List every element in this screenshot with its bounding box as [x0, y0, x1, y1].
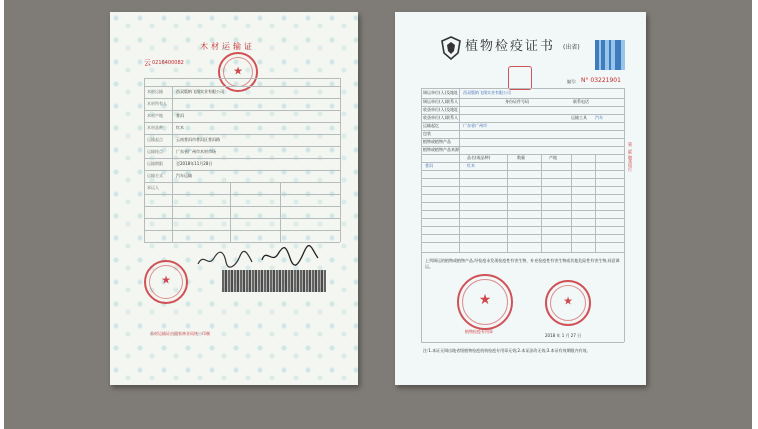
label-7: 运输起讫	[423, 123, 439, 128]
value-4: 广东省广州市木材市场	[176, 149, 216, 154]
serial-prefix: 云	[144, 59, 151, 67]
issue-date: 2018 年 1 月 27 日	[545, 333, 582, 338]
number-label: 编号:	[567, 79, 577, 84]
label-5: 收货单位(人)联系人	[423, 115, 459, 120]
label-6: 运输期限	[147, 161, 163, 166]
label-13: 植物或植物产品来源	[423, 147, 459, 152]
bottom-stamp: ★	[144, 260, 188, 304]
label-8: 承运人	[147, 185, 159, 190]
label-4: 运输起点	[147, 137, 163, 142]
label-0: 木材运输	[147, 89, 163, 94]
signature-2	[260, 244, 320, 268]
label-11: 数量	[517, 155, 525, 160]
label-8: 包装	[423, 131, 431, 136]
label-3: 木材品种	[147, 125, 163, 130]
qr-code	[595, 40, 625, 70]
label-0: 调运单位(人)及地址	[423, 90, 459, 95]
quarantine-seal: ★	[457, 274, 513, 330]
label-9: 植物或植物产品	[423, 139, 451, 144]
label-2: 木材产地	[147, 113, 163, 118]
small-stamp	[508, 66, 532, 90]
value-4: 红木	[467, 163, 475, 168]
serial-number: 0216400082	[152, 60, 184, 66]
label-7: 运输方式	[147, 173, 163, 178]
top-stamp: ★	[218, 52, 258, 92]
footnote: 注:1.本证无调出地省级植物检疫机构检疫专用章无效;2.本证涂改无效;3.本证有效期限内有效。	[423, 348, 591, 353]
certificate-title: 木材运输证	[200, 42, 255, 51]
barcode-strip	[222, 270, 326, 292]
value-1: 广东省广州市	[463, 123, 487, 128]
emblem-icon	[441, 36, 461, 60]
certificate-number: N° 03221901	[581, 77, 621, 84]
value-0: 西双版纳飞翔实业有限公司	[176, 89, 224, 94]
certificate-subtitle: (出省)	[563, 44, 580, 51]
label-3: 联系电话	[573, 99, 589, 104]
label-2: 身份证件号码	[505, 99, 529, 104]
certificate-title: 植物检疫证书	[465, 39, 556, 54]
value-3: 云南普洱市普洱区普洱路	[176, 137, 220, 142]
footer-text: 木材运输证由国家林业局统一印制	[150, 331, 210, 336]
issuer-seal: ★	[545, 280, 591, 326]
timber-transport-certificate	[110, 12, 358, 385]
value-6: 汽车运输	[176, 173, 192, 178]
value-1: 普洱	[176, 113, 184, 118]
declaration-text: 上列调运的植物或植物产品,经检疫未发现检疫性有害生物、补充检疫性有害生物或其他危险性有害生物,同意调运。	[425, 258, 620, 269]
signature-1	[196, 250, 256, 270]
label-1: 木材所有人	[147, 101, 167, 106]
label-10: 品名(或品种)	[467, 155, 491, 160]
label-6: 运输工具	[571, 115, 587, 120]
plant-quarantine-certificate	[395, 12, 646, 385]
label-5: 运输终点	[147, 149, 163, 154]
label-1: 调运单位(人)联系人	[423, 99, 459, 104]
label-12: 产地	[549, 155, 557, 160]
side-note: 第二联 随货同行	[628, 142, 633, 172]
value-2: 汽车	[595, 115, 603, 120]
value-0: 西双版纳飞翔实业有限公司	[463, 90, 511, 95]
value-5: 至2018年11月28日	[176, 161, 213, 166]
value-2: 红木	[176, 125, 184, 130]
value-3: 普洱	[425, 163, 433, 168]
seal-text: 植物检疫专用章	[465, 329, 493, 334]
label-4: 收货单位(人)及地址	[423, 107, 459, 112]
